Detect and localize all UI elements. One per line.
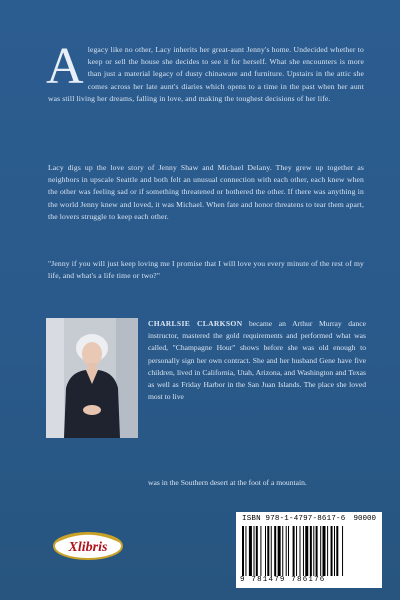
blurb-paragraph-2: Lacy digs up the love story of Jenny Shaw and Michael Delany. They grew up together as neighbors in upscale Seattle and both felt an unusual connection with each other, each knew when the other was feeling sad or if something threatened or bothered the other. If there was anything in the world Jenny knew and loved, it was Michael. When fate and honor threatens to tear them apart, the lovers struggle to keep each other. bbox=[48, 163, 364, 221]
blurb-paragraph-1 bbox=[46, 38, 364, 105]
barcode bbox=[236, 512, 382, 588]
drop-cap: A bbox=[46, 38, 84, 95]
blurb-paragraph-1-text: legacy like no other, Lacy inherits her great-aunt Jenny's home. Undecided whether to keep or sell the house she decides to see it for herself. What she encounters is more than just a material legacy of dusty chinaware and furniture. Upstairs in the attic she comes across her late aunt's diaries which opens to a time in the past when her aunt was still living her dreams, falling in love, and making the toughest decisions of her life. bbox=[48, 45, 364, 103]
author-name: CHARLSIE CLARKSON bbox=[148, 319, 243, 328]
blurb-quote: "Jenny if you will just keep loving me I promise that I will love you every minute of the rest of my life, and what's a life time or two?" bbox=[48, 259, 364, 281]
publisher-logo-text: Xlibris bbox=[68, 540, 108, 555]
isbn-label bbox=[242, 515, 345, 523]
author-bio-text: became an Arthur Murray dance instructor, mastered the gold requirements and performed what was called, "Champagne Hour" shows before she was old enough to personally sign her own contract. She and her husband Gene have five children, lived in California, Utah, Arizona, and Washington and Texas as well as Friday Harbor in the San Juan Islands. The place she loved most to live bbox=[148, 319, 367, 402]
barcode-bars bbox=[242, 526, 376, 576]
publisher-logo bbox=[50, 528, 126, 564]
price-code: 90000 bbox=[353, 515, 376, 523]
author-photo bbox=[46, 318, 138, 438]
author-bio bbox=[148, 318, 366, 403]
isbn-number: ISBN 978-1-4797-8617-6 bbox=[242, 515, 346, 523]
barcode-digits: 9 781479 786176 bbox=[240, 576, 326, 584]
author-bio-end: was in the Southern desert at the foot of a mountain. bbox=[148, 478, 307, 487]
